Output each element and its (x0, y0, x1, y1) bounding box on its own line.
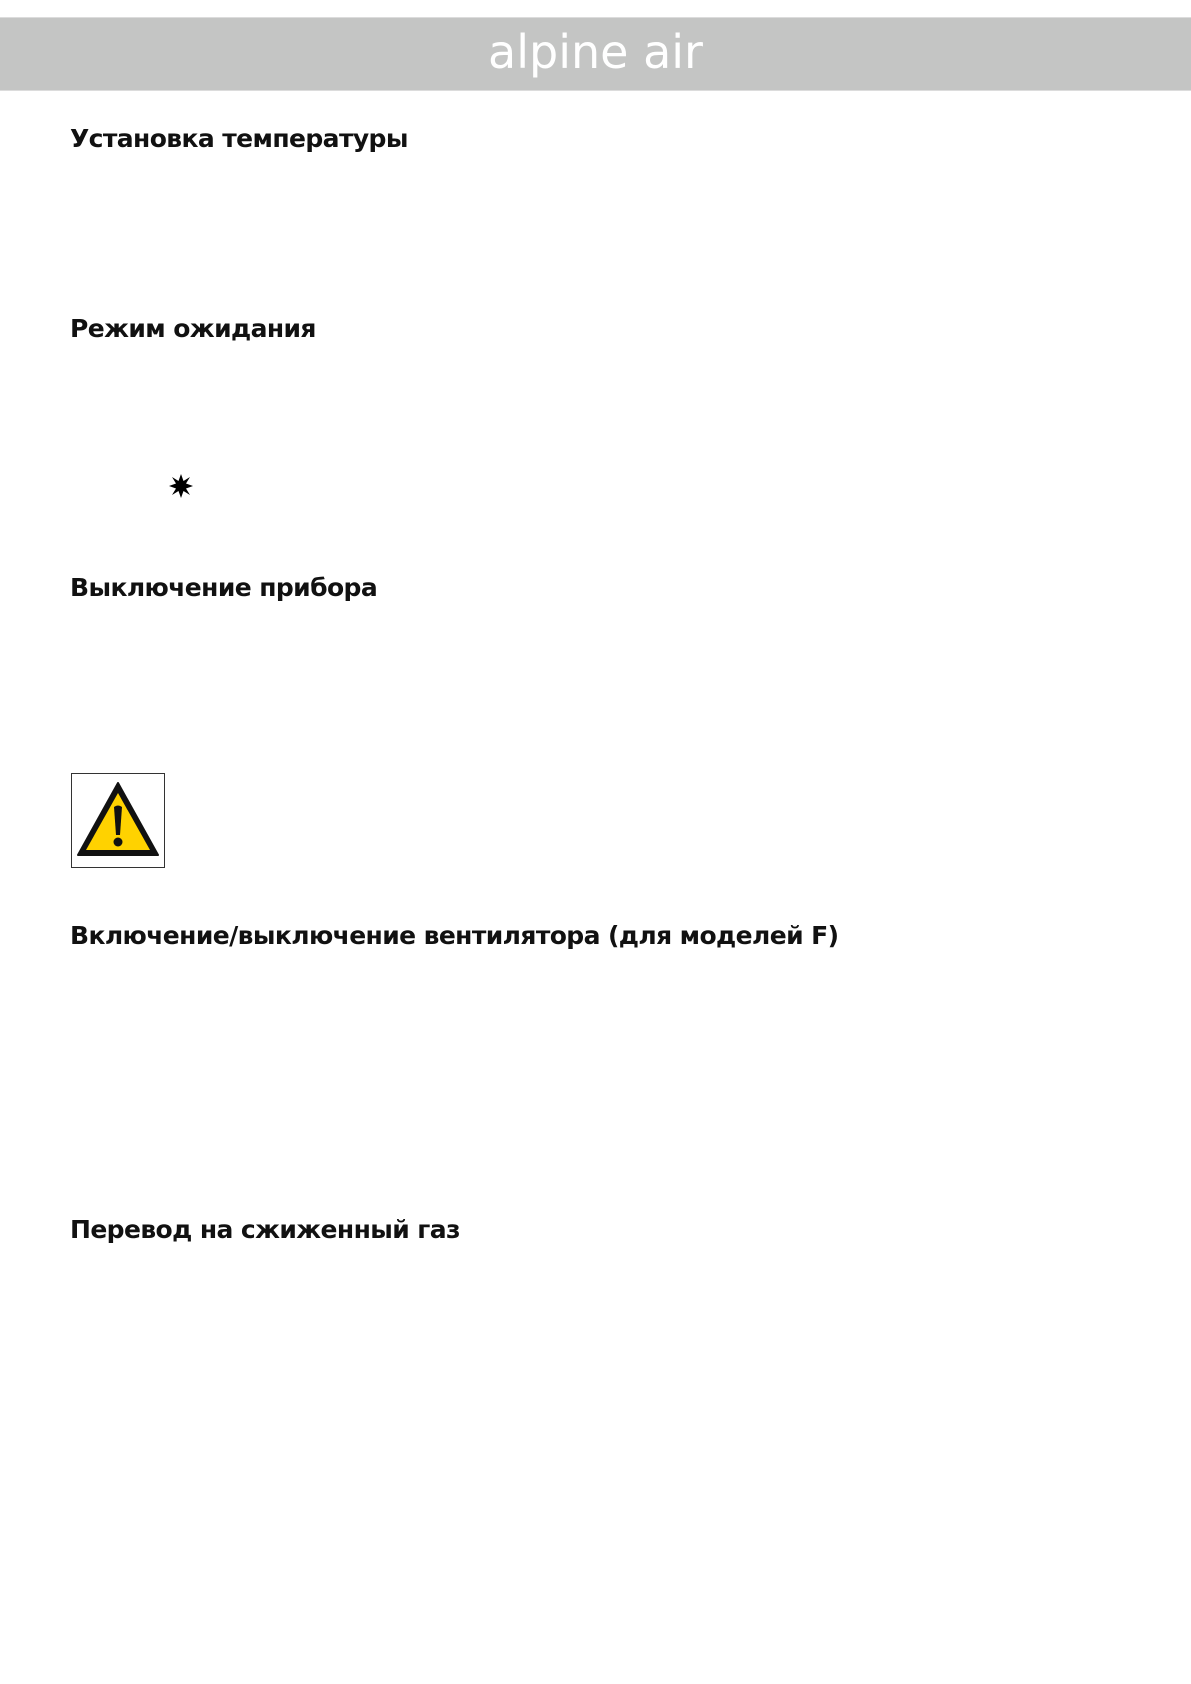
header-band (0, 17, 1191, 91)
section-heading-temperature: Установка температуры (70, 124, 408, 153)
section-heading-standby: Режим ожидания (70, 314, 316, 343)
brand-logo-text: alpine air (488, 25, 703, 79)
warning-triangle-icon (71, 773, 165, 868)
star-icon (167, 472, 195, 500)
section-heading-lpg-conversion: Перевод на сжиженный газ (70, 1215, 460, 1244)
section-heading-fan-toggle: Включение/выключение вентилятора (для моделей F) (70, 921, 839, 950)
section-heading-shutdown: Выключение прибора (70, 573, 378, 602)
